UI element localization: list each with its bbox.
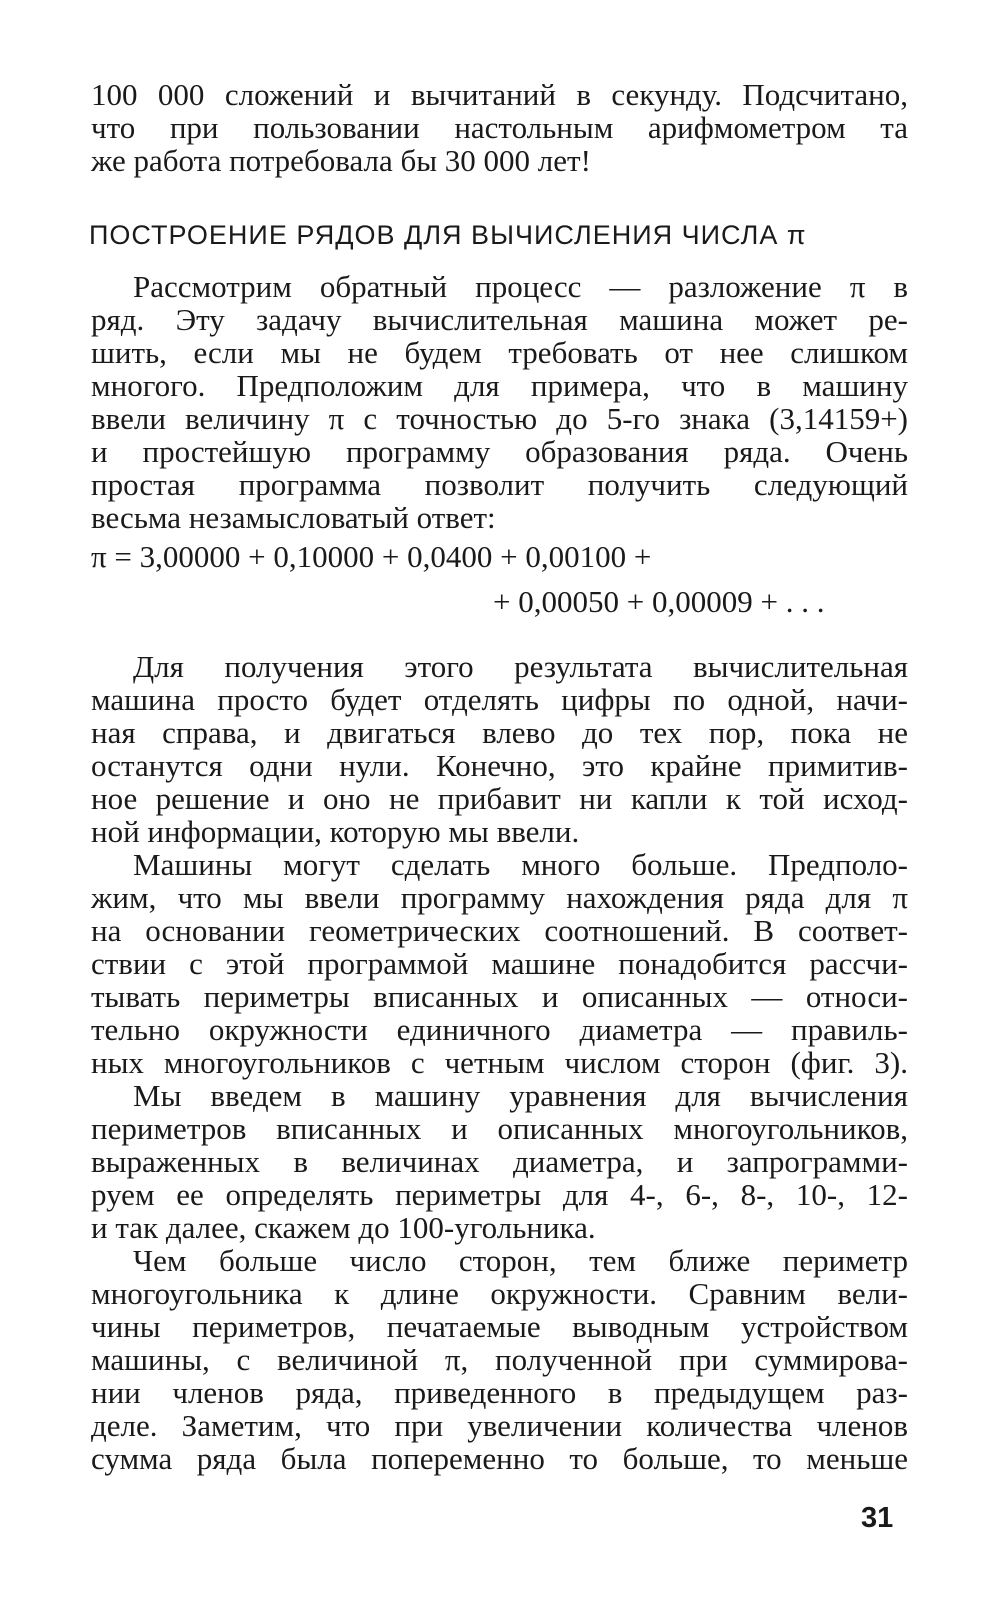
text-line: выраженных в величинах диаметра, и запрограмми- xyxy=(91,1144,908,1179)
text-line: на основании геометрических соотношений. В соответ- xyxy=(91,913,908,948)
text-line: многоугольника к длине окружности. Сравним вели- xyxy=(91,1276,908,1311)
page-number: 31 xyxy=(861,1502,894,1534)
text-line: простая программа позволит получить следующий xyxy=(91,467,908,502)
text-line: ной информации, которую мы ввели. xyxy=(91,814,580,849)
text-line: 100 000 сложений и вычитаний в секунду. Подсчитано, xyxy=(91,77,908,112)
text-line: руем ее определять периметры для 4-, 6-, 8-, 10-, 12- xyxy=(91,1177,908,1212)
text-line: Чем больше число сторон, тем ближе периметр xyxy=(133,1243,908,1278)
text-line: и простейшую программу образования ряда. Очень xyxy=(91,434,908,469)
text-line: ное решение и оно не прибавит ни капли к той исход- xyxy=(91,781,908,816)
text-line: тельно окружности единичного диаметра — правиль- xyxy=(91,1012,908,1047)
text-line: останутся одни нули. Конечно, это крайне примитив- xyxy=(91,748,908,783)
text-line: же работа потребовала бы 30 000 лет! xyxy=(91,143,591,178)
text-line: жим, что мы ввели программу нахождения ряда для π xyxy=(91,880,908,915)
text-line: и так далее, скажем до 100-угольника. xyxy=(91,1210,596,1245)
text-line: многого. Предположим для примера, что в машину xyxy=(91,368,908,403)
formula-line-1: π = 3,00000 + 0,10000 + 0,0400 + 0,00100 + xyxy=(91,539,652,574)
text-line: ввели величину π с точностью до 5-го знака (3,14159+) xyxy=(91,401,908,436)
text-line: машины, с величиной π, полученной при суммирова- xyxy=(91,1342,908,1377)
text-line: тывать периметры вписанных и описанных — относи- xyxy=(91,979,908,1014)
text-line: шить, если мы не будем требовать от нее слишком xyxy=(91,335,908,370)
text-line: ная справа, и двигаться влево до тех пор, пока не xyxy=(91,715,908,750)
text-line: Мы введем в машину уравнения для вычисления xyxy=(133,1078,908,1113)
text-line: Рассмотрим обратный процесс — разложение π в xyxy=(133,269,908,304)
formula-line-2: + 0,00050 + 0,00009 + . . . xyxy=(493,584,825,619)
text-line: деле. Заметим, что при увеличении количества членов xyxy=(91,1408,908,1443)
text-line: чины периметров, печатаемые выводным устройством xyxy=(91,1309,908,1344)
text-line: периметров вписанных и описанных многоугольников, xyxy=(91,1111,908,1146)
text-line: ных многоугольников с четным числом сторон (фиг. 3). xyxy=(91,1045,908,1080)
text-line: Для получения этого результата вычислительная xyxy=(133,649,908,684)
text-line: ряд. Эту задачу вычислительная машина может ре- xyxy=(91,302,908,337)
text-line: нии членов ряда, приведенного в предыдущем раз- xyxy=(91,1375,908,1410)
section-heading: ПОСТРОЕНИЕ РЯДОВ ДЛЯ ВЫЧИСЛЕНИЯ ЧИСЛА π xyxy=(89,220,807,250)
text-line: Машины могут сделать много больше. Предполо- xyxy=(133,847,908,882)
text-line: весьма незамысловатый ответ: xyxy=(91,500,496,535)
text-line: что при пользовании настольным арифмометром та xyxy=(91,110,908,145)
text-line: сумма ряда была попеременно то больше, то меньше xyxy=(91,1441,908,1476)
text-line: машина просто будет отделять цифры по одной, начи- xyxy=(91,682,908,717)
text-line: ствии с этой программой машине понадобится рассчи- xyxy=(91,946,908,981)
